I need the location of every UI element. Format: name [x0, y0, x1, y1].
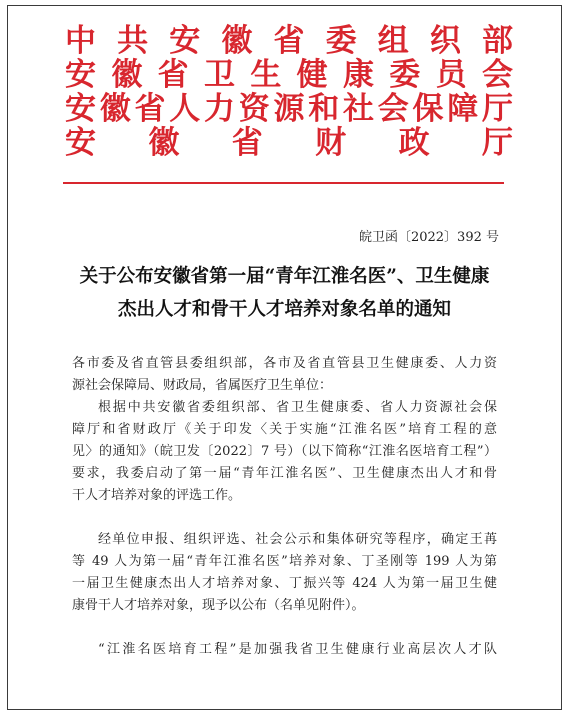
issuer-char: 织: [429, 23, 461, 59]
issuer-char: 徽: [111, 57, 143, 93]
issuer-char: 委: [325, 23, 357, 59]
issuer-char: 资: [238, 91, 270, 127]
issuer-char: 徽: [148, 125, 180, 161]
issuer-char: 障: [447, 91, 479, 127]
body-line: 干人才培养对象的评选工作。: [72, 488, 242, 503]
issuer-char: 力: [204, 91, 235, 127]
body-line: 等 49 人为第一届“青年江淮名医”培养对象、丁圣刚等 199 人为第: [72, 554, 497, 569]
body-line: 障厅和省财政厅《关于印发〈关于实施“江淮名医”培育工程的意: [72, 422, 497, 437]
red-separator-line: [63, 182, 504, 184]
issuer-char: 生: [250, 57, 282, 93]
issuer-char: 组: [377, 23, 409, 59]
issuer-char: 卫: [203, 57, 235, 93]
issuer-char: 保: [412, 91, 444, 127]
issuer-char: 委: [389, 57, 421, 93]
issuer-char: 安: [65, 125, 96, 161]
issuer-char: 源: [273, 91, 305, 127]
issuer-char: 员: [435, 57, 467, 93]
issuer-char: 财: [315, 125, 347, 161]
issuer-char: 会: [481, 57, 513, 93]
issuer-char: 健: [296, 57, 328, 93]
issuer-line: [8, 58, 561, 92]
body-line: 源社会保障局、财政局，省属医疗卫生单位：: [72, 378, 333, 393]
issuer-char: 社: [343, 91, 374, 127]
notice-title-line: 杰出人才和骨干人才培养对象名单的通知: [117, 299, 451, 320]
issuer-line: [8, 92, 561, 126]
issuer-line: [8, 126, 561, 160]
body-line: 各市委及省直管县委组织部，各市及省直管县卫生健康委、人力资: [72, 356, 497, 371]
issuer-char: 安: [169, 23, 201, 59]
body-line: 见〉的通知》（皖卫发〔2022〕7 号）（以下简称“江淮名医培育工程”）: [72, 444, 497, 459]
issuer-char: 徽: [221, 23, 253, 59]
issuer-char: 共: [117, 23, 149, 59]
issuer-char: 人: [169, 91, 201, 127]
issuer-char: 会: [377, 91, 409, 127]
issuer-char: 部: [482, 23, 513, 59]
paragraph-3: [72, 639, 497, 661]
document-page: [7, 5, 562, 710]
body-line: “江淮名医培育工程”是加强我省卫生健康行业高层次人才队: [98, 642, 497, 657]
paragraph-1: [72, 397, 497, 507]
paragraph-2: [72, 529, 497, 617]
issuer-char: 和: [308, 91, 340, 127]
issuer-header: [8, 24, 561, 160]
issuer-char: 康: [342, 57, 374, 93]
issuer-char: 厅: [482, 91, 513, 127]
issuer-char: 省: [273, 23, 305, 59]
document-number: 皖卫函〔2022〕392 号: [358, 230, 499, 245]
body-line: 一届卫生健康杰出人才培养对象、丁振兴等 424 人为第一届卫生健: [72, 576, 497, 591]
issuer-char: 省: [134, 91, 166, 127]
body-line: 康骨干人才培养对象，现予以公布（名单见附件）。: [72, 598, 365, 613]
issuer-char: 中: [65, 23, 96, 59]
issuer-char: 安: [65, 57, 96, 93]
issuer-char: 省: [157, 57, 189, 93]
issuer-char: 政: [398, 125, 430, 161]
body-line: 要求，我委启动了第一届“青年江淮名医”、卫生健康杰出人才和骨: [72, 466, 497, 481]
issuer-char: 省: [231, 125, 263, 161]
body-line: 经单位申报、组织评选、社会公示和集体研究等程序，确定王苒: [98, 532, 497, 547]
notice-title-line: 关于公布安徽省第一届“青年江淮名医”、卫生健康: [79, 266, 490, 287]
addressee: [72, 353, 497, 397]
body-line: 根据中共安徽省委组织部、省卫生健康委、省人力资源社会保: [98, 400, 497, 415]
issuer-line: [8, 24, 561, 58]
issuer-char: 厅: [481, 125, 513, 161]
issuer-char: 安: [65, 91, 96, 127]
issuer-char: 徽: [99, 91, 131, 127]
